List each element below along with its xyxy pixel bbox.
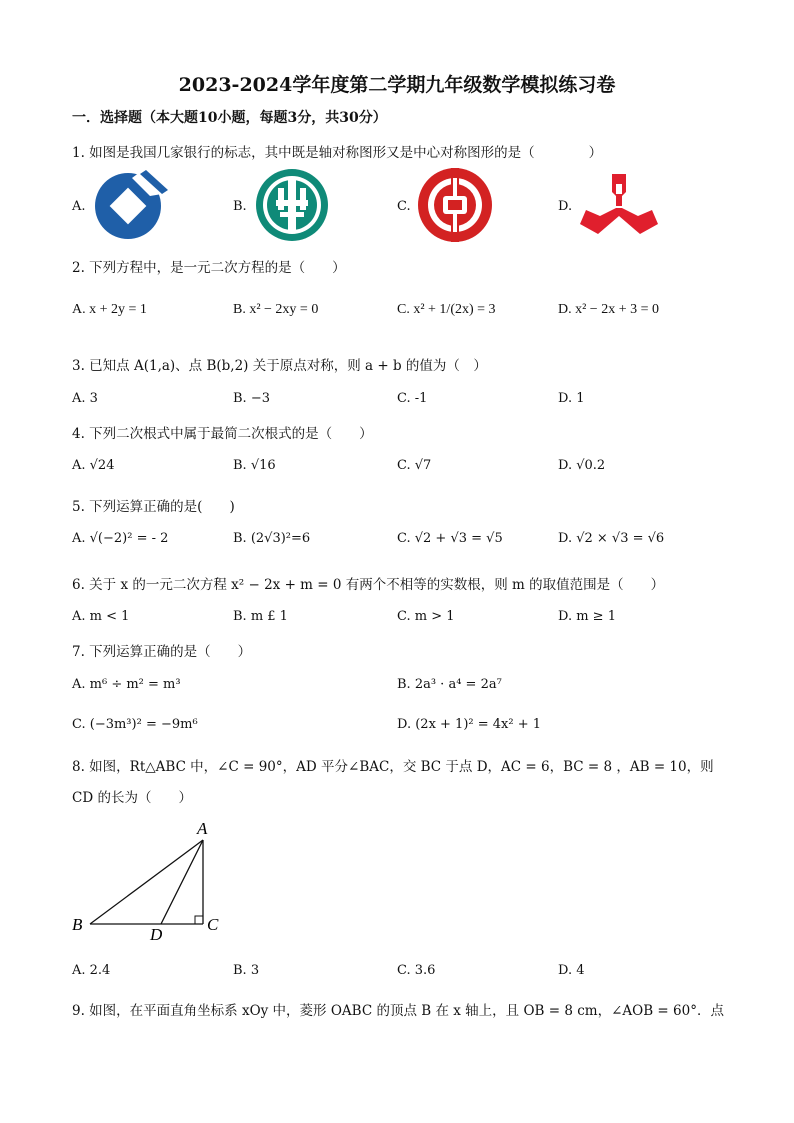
q2-option-d: D. x² − 2x + 3 = 0 [558, 302, 659, 317]
point-a-label: A [197, 819, 208, 838]
question-2-stem: 2. 下列方程中，是一元二次方程的是（ ） [72, 260, 346, 276]
q3-option-a: A. 3 [72, 391, 98, 406]
bank-of-china-logo [415, 166, 495, 244]
point-d-label: D [150, 925, 163, 944]
q5-option-a: A. √(−2)² = - 2 [72, 531, 169, 546]
q3-option-b: B. −3 [233, 391, 270, 406]
q4-option-c: C. √7 [397, 458, 432, 473]
q2-option-a: A. x + 2y = 1 [72, 302, 147, 317]
question-8-stem: 8. 如图，Rt△ABC 中，∠C = 90°，AD 平分∠BAC，交 BC 于点 D，AC = 6，BC = 8 ，AB = 10，则 [72, 759, 714, 775]
question-5-stem: 5. 下列运算正确的是( ) [72, 499, 235, 515]
agricultural-bank-logo [252, 166, 332, 244]
triangle-figure [60, 812, 240, 947]
question-9-stem: 9. 如图，在平面直角坐标系 xOy 中，菱形 OABC 的顶点 B 在 x 轴上，且 OB = 8 cm，∠AOB = 60°．点 [72, 1003, 724, 1019]
q1-option-d-label: D. [558, 199, 573, 214]
q8-option-c: C. 3.6 [397, 963, 436, 978]
q3-option-c: C. -1 [397, 391, 428, 406]
q6-option-b: B. m £ 1 [233, 609, 288, 624]
question-8-stem-continued: CD 的长为（ ） [72, 790, 192, 806]
point-b-label: B [72, 915, 83, 934]
question-7-stem: 7. 下列运算正确的是（ ） [72, 644, 252, 660]
q6-option-c: C. m > 1 [397, 609, 455, 624]
segment-ab [90, 840, 203, 924]
q5-option-d: D. √2 × √3 = √6 [558, 531, 665, 546]
q8-option-a: A. 2.4 [72, 963, 111, 978]
right-angle-mark [195, 916, 203, 924]
segment-ad [161, 840, 203, 924]
question-1-stem: 1. 如图是我国几家银行的标志，其中既是轴对称图形又是中心对称图形的是（ ） [72, 145, 603, 161]
question-3-stem: 3. 已知点 A(1,a)、点 B(b,2) 关于原点对称，则 a + b 的值为（ ） [72, 358, 487, 374]
industrial-bank-logo [578, 170, 660, 240]
q6-option-a: A. m < 1 [72, 609, 130, 624]
q8-option-b: B. 3 [233, 963, 260, 978]
q6-option-d: D. m ≥ 1 [558, 609, 616, 624]
q4-option-a: A. √24 [72, 458, 115, 473]
section-heading: 一．选择题（本大题10小题，每题3分，共30分） [72, 110, 387, 126]
q3-option-d: D. 1 [558, 391, 585, 406]
q5-option-b: B. (2√3)²=6 [233, 531, 311, 546]
q8-option-d: D. 4 [558, 963, 585, 978]
q2-option-b: B. x² − 2xy = 0 [233, 302, 319, 317]
q1-option-c-label: C. [397, 199, 411, 214]
q5-option-c: C. √2 + √3 = √5 [397, 531, 503, 546]
question-4-stem: 4. 下列二次根式中属于最简二次根式的是（ ） [72, 426, 373, 442]
q2-option-c: C. x² + 1/(2x) = 3 [397, 302, 496, 317]
q7-option-d: D. (2x + 1)² = 4x² + 1 [397, 717, 542, 732]
point-c-label: C [207, 915, 219, 934]
q7-option-b: B. 2a³ · a⁴ = 2a⁷ [397, 677, 502, 692]
q1-option-a-label: A. [72, 199, 86, 214]
q7-option-a: A. m⁶ ÷ m² = m³ [72, 677, 181, 692]
page-title: 2023-2024学年度第二学期九年级数学模拟练习卷 [178, 74, 616, 96]
q7-option-c: C. (−3m³)² = −9m⁶ [72, 717, 198, 732]
q4-option-b: B. √16 [233, 458, 276, 473]
question-6-stem: 6. 关于 x 的一元二次方程 x² − 2x + m = 0 有两个不相等的实数根，则 m 的取值范围是（ ） [72, 577, 665, 593]
construction-bank-logo [90, 168, 174, 242]
q4-option-d: D. √0.2 [558, 458, 606, 473]
q1-option-b-label: B. [233, 199, 247, 214]
